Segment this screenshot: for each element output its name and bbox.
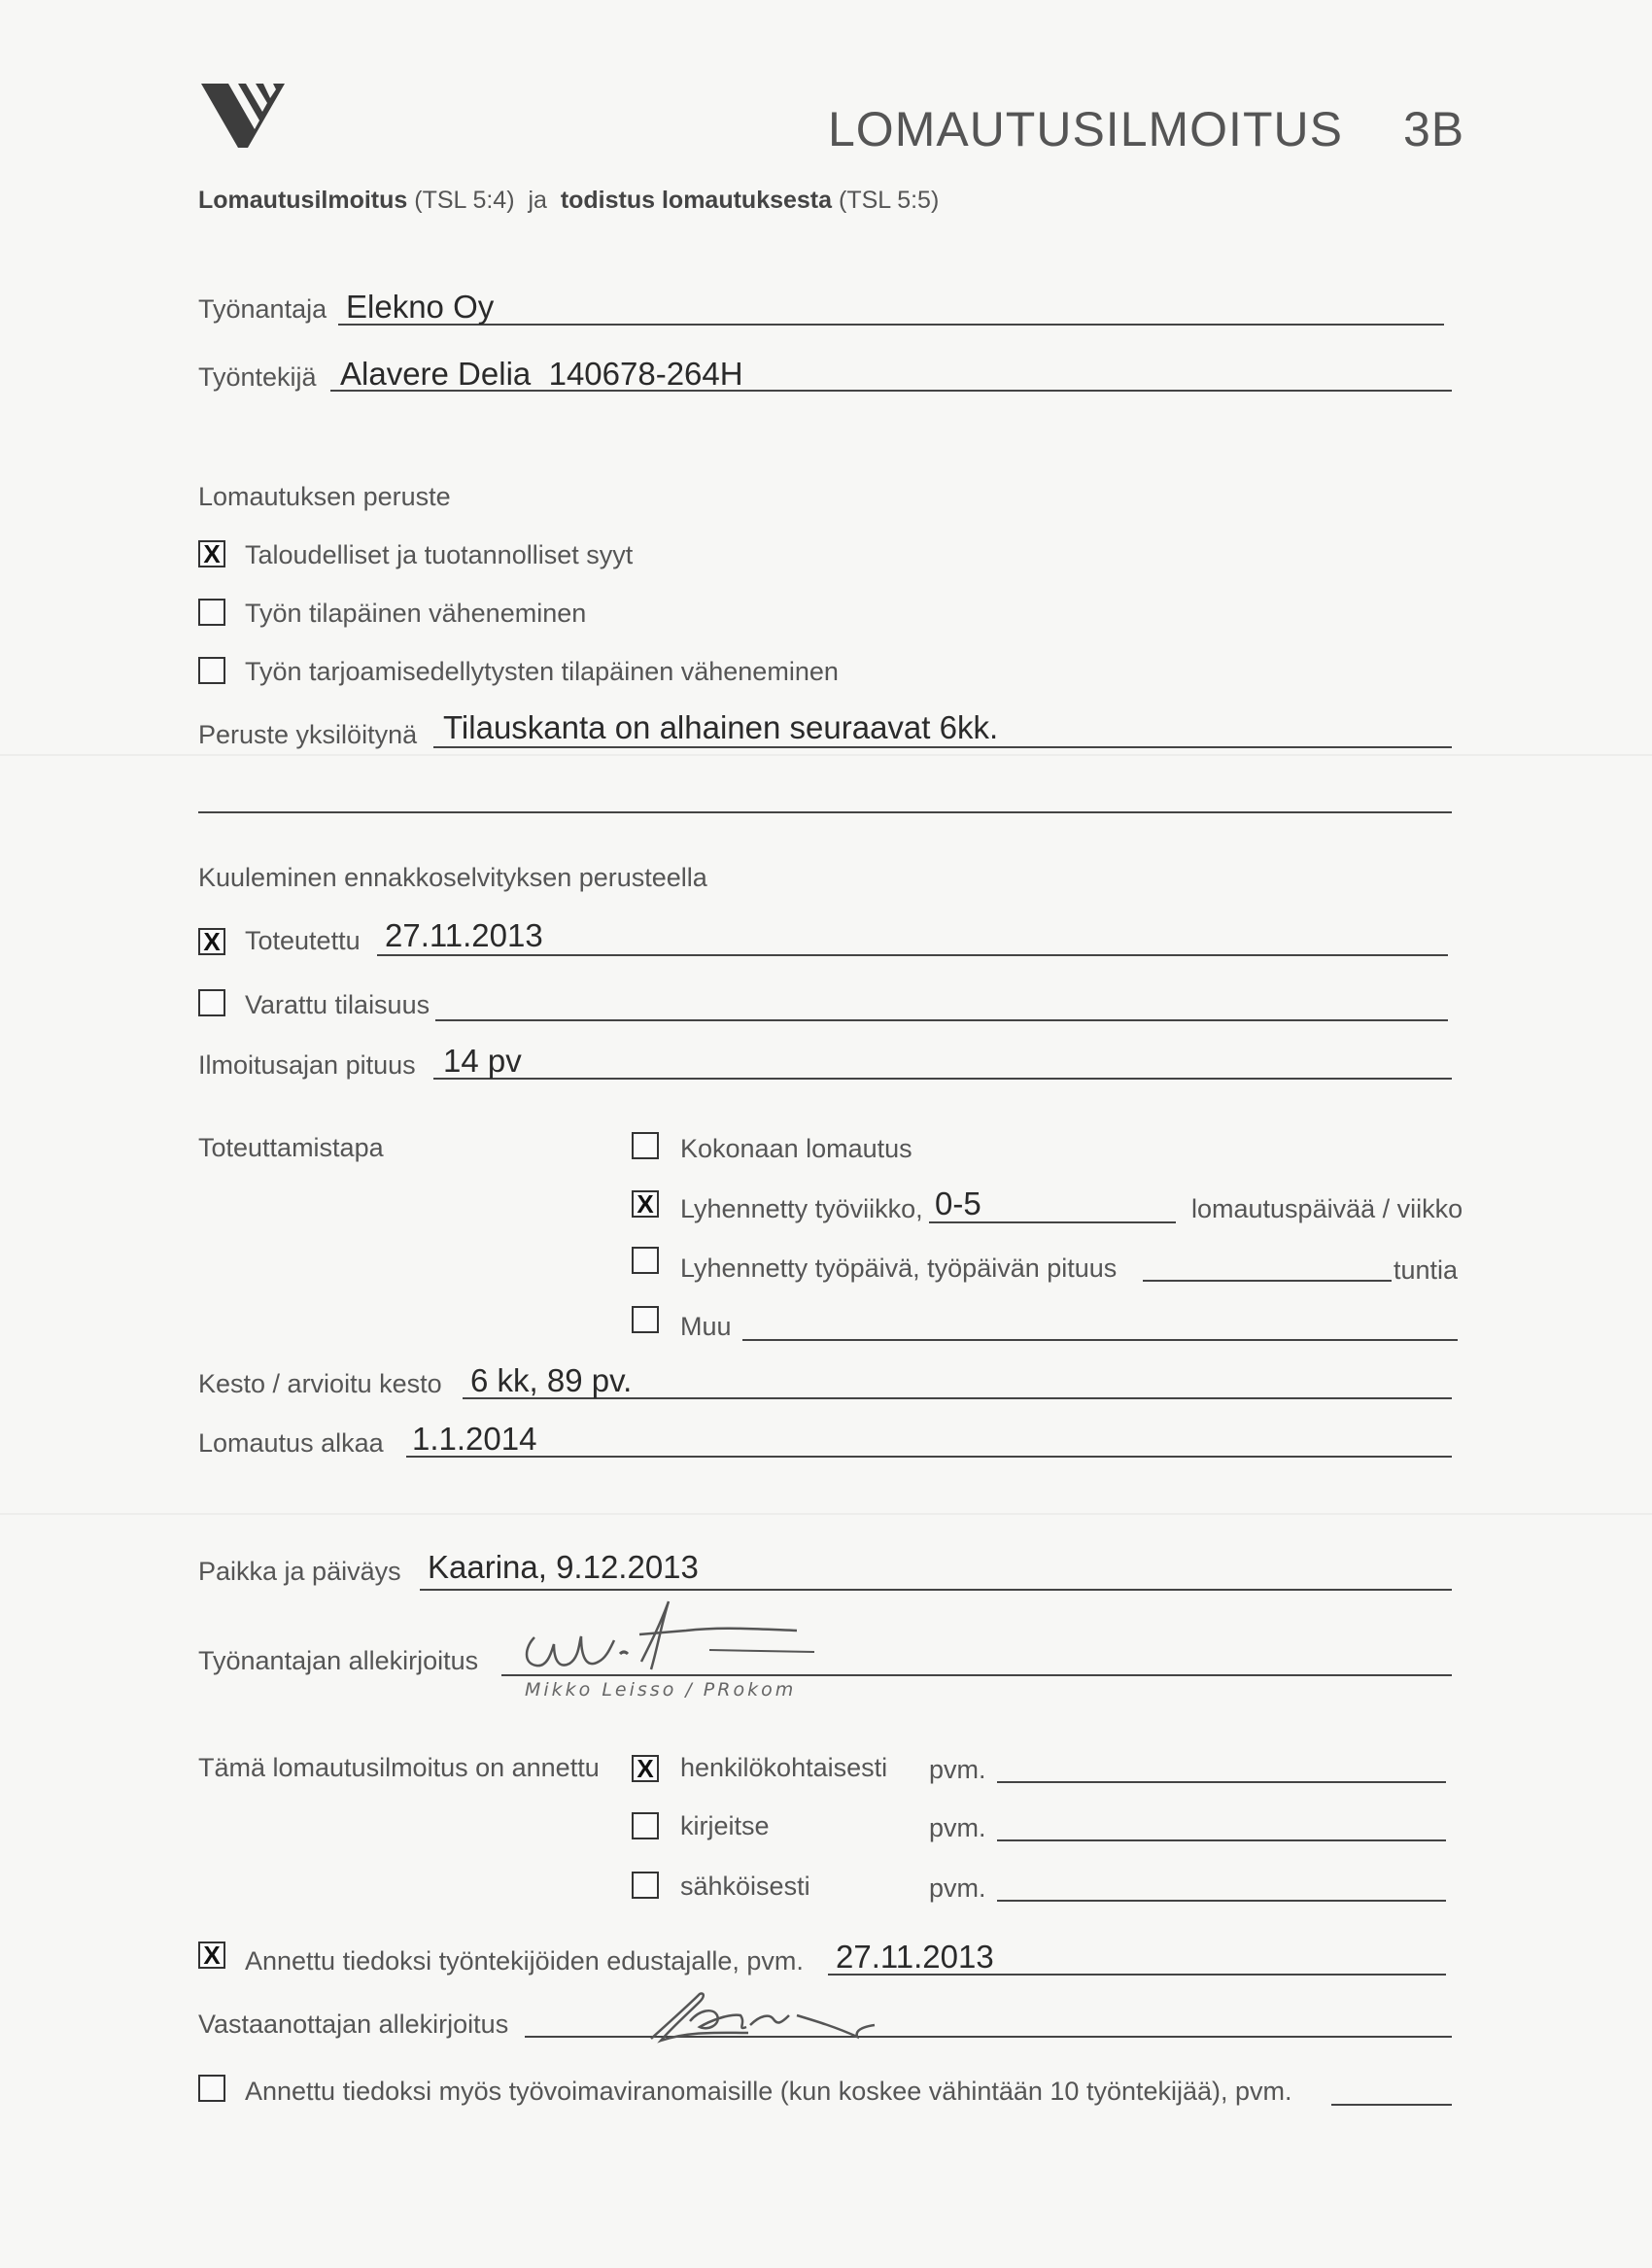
hearing-done-line [377,954,1448,956]
method-other-checkbox[interactable] [632,1306,659,1333]
method-short-week-suffix: lomautuspäivää / viikko [1191,1194,1463,1223]
method-short-week-label: Lyhennetty työviikko, [680,1194,923,1223]
form-title: LOMAUTUSILMOITUS [828,102,1343,156]
method-label: Toteuttamistapa [198,1133,384,1162]
representative-label: Annettu tiedoksi työntekijöiden edustajalle, pvm. [245,1946,804,1976]
authority-label: Annettu tiedoksi myös työvoimaviranomaisille (kun koskee vähintään 10 työntekijää), pvm. [245,2077,1292,2106]
grounds-conditions-checkbox[interactable] [198,657,225,684]
grounds-economic-label: Taloudelliset ja tuotannolliset syyt [245,540,634,569]
representative-checkbox[interactable]: X [198,1942,225,1969]
delivery-personal-date-label: pvm. [929,1755,986,1784]
place-date-value[interactable]: Kaarina, 9.12.2013 [428,1549,699,1585]
grounds-economic-checkbox[interactable]: X [198,540,225,567]
hearing-reserved-label: Varattu tilaisuus [245,990,430,1019]
employer-signature-image[interactable] [505,1594,826,1671]
method-other-line [742,1339,1458,1341]
employer-printed-name: Mikko Leisso / PRokom [525,1679,797,1701]
place-date-label: Paikka ja päiväys [198,1557,401,1586]
employer-label: Työnantaja [198,294,327,324]
delivery-personal-date-line [997,1781,1446,1783]
authority-checkbox[interactable] [198,2075,225,2102]
method-short-week-checkbox[interactable]: X [632,1190,659,1218]
delivery-letter-date-line [997,1839,1446,1841]
delivery-electronic-date-label: pvm. [929,1873,986,1903]
delivery-label: Tämä lomautusilmoitus on annettu [198,1753,600,1782]
receiver-signature-label: Vastaanottajan allekirjoitus [198,2010,509,2039]
method-short-day-line [1143,1280,1392,1282]
form-subtitle: Lomautusilmoitus (TSL 5:4) ja todistus lomautuksesta (TSL 5:5) [198,187,940,214]
paper-fold [0,754,1652,756]
notice-period-label: Ilmoitusajan pituus [198,1050,416,1080]
grounds-extra-line [198,811,1452,813]
hearing-reserved-line [435,1019,1448,1021]
place-date-line [420,1589,1452,1591]
delivery-letter-checkbox[interactable] [632,1812,659,1839]
start-line [406,1456,1452,1458]
grounds-specified-label: Peruste yksilöitynä [198,720,418,749]
duration-label: Kesto / arvioitu kesto [198,1369,442,1398]
delivery-personal-checkbox[interactable]: X [632,1755,659,1782]
grounds-temporary-checkbox[interactable] [198,599,225,626]
receiver-signature-image[interactable] [632,1982,913,2050]
method-short-week-value[interactable]: 0-5 [935,1186,981,1221]
authority-date-line [1331,2104,1452,2106]
duration-value[interactable]: 6 kk, 89 pv. [470,1362,633,1398]
employer-value[interactable]: Elekno Oy [346,289,495,325]
delivery-letter-date-label: pvm. [929,1813,986,1842]
employee-label: Työntekijä [198,362,317,392]
grounds-specified-value[interactable]: Tilauskanta on alhainen seuraavat 6kk. [443,709,999,745]
grounds-conditions-label: Työn tarjoamisedellytysten tilapäinen väheneminen [245,657,839,686]
delivery-electronic-label: sähköisesti [680,1872,810,1901]
employer-line [338,324,1444,326]
hearing-done-date[interactable]: 27.11.2013 [385,917,543,953]
notice-period-line [433,1078,1452,1080]
delivery-personal-label: henkilökohtaisesti [680,1753,888,1782]
method-short-day-checkbox[interactable] [632,1247,659,1274]
method-short-day-suffix: tuntia [1394,1255,1459,1285]
delivery-electronic-date-line [997,1900,1446,1902]
hearing-reserved-checkbox[interactable] [198,989,225,1016]
method-full-checkbox[interactable] [632,1132,659,1159]
delivery-electronic-checkbox[interactable] [632,1872,659,1899]
form-code: 3B [1403,102,1465,156]
company-logo-icon [199,82,289,150]
representative-date[interactable]: 27.11.2013 [836,1939,994,1975]
method-short-day-label: Lyhennetty työpäivä, työpäivän pituus [680,1254,1118,1283]
grounds-specified-line [433,746,1452,748]
start-label: Lomautus alkaa [198,1428,384,1458]
hearing-done-label: Toteutettu [245,926,361,955]
grounds-heading: Lomautuksen peruste [198,482,451,511]
hearing-heading: Kuuleminen ennakkoselvityksen perusteella [198,863,707,892]
start-value[interactable]: 1.1.2014 [412,1421,537,1457]
method-full-label: Kokonaan lomautus [680,1134,912,1163]
notice-period-value[interactable]: 14 pv [443,1043,522,1079]
method-other-label: Muu [680,1312,732,1341]
paper-fold [0,1513,1652,1515]
employee-value[interactable]: Alavere Delia 140678-264H [340,356,743,392]
employer-signature-line [501,1674,1452,1676]
hearing-done-checkbox[interactable]: X [198,928,225,955]
grounds-temporary-label: Työn tilapäinen väheneminen [245,599,587,628]
delivery-letter-label: kirjeitse [680,1811,770,1840]
employer-signature-label: Työnantajan allekirjoitus [198,1646,479,1675]
